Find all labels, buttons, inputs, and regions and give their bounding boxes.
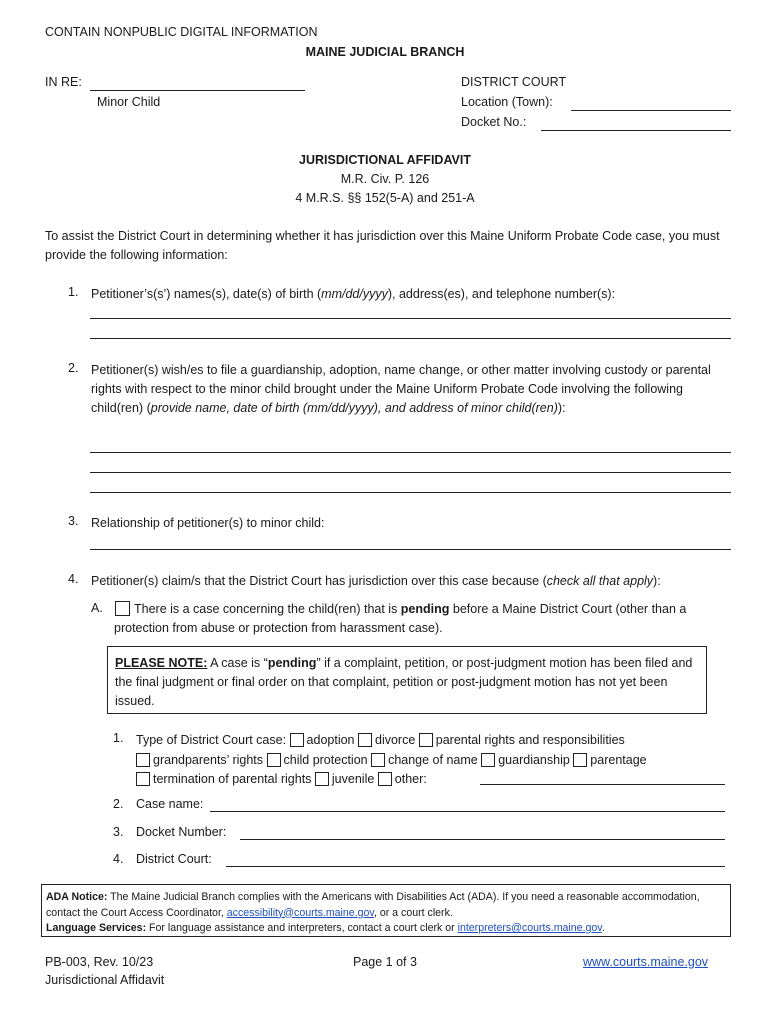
sub-1-number: 1. — [113, 731, 124, 745]
case-type-options — [136, 731, 736, 790]
intro-text: To assist the District Court in determining whether it has jurisdiction over this Maine Uniform Probate Code case, you must provide the following information: — [45, 229, 720, 262]
checkbox-change-of-name[interactable] — [371, 753, 385, 767]
item-1-text: Petitioner’s(s’) names(s), date(s) of birth (mm/dd/yyyy), address(es), and telephone number(s): — [91, 287, 616, 301]
page-number: Page 1 of 3 — [353, 955, 417, 969]
in-re-field[interactable] — [90, 90, 305, 91]
checkbox-grandparents-rights[interactable] — [136, 753, 150, 767]
item-2-line-1[interactable] — [90, 452, 731, 453]
label-other: other: — [394, 772, 427, 786]
in-re-label: IN RE: — [45, 75, 82, 89]
checkbox-adoption[interactable] — [290, 733, 304, 747]
label-parentage: parentage — [590, 752, 647, 767]
label-termination: termination of parental rights — [153, 772, 312, 786]
item-1-line-2[interactable] — [90, 338, 731, 339]
docket-field[interactable] — [541, 130, 731, 131]
checkbox-other[interactable] — [378, 772, 392, 786]
district-court-label: DISTRICT COURT — [461, 75, 567, 89]
checkbox-termination[interactable] — [136, 772, 150, 786]
option-a-letter: A. — [91, 601, 103, 615]
sub-2-number: 2. — [113, 797, 124, 811]
district-court-label-2: District Court: — [136, 852, 212, 866]
item-3-text: Relationship of petitioner(s) to minor child: — [91, 516, 325, 530]
sub-3-number: 3. — [113, 825, 124, 839]
form-name: Jurisdictional Affidavit — [45, 973, 165, 987]
item-2-text: Petitioner(s) wish/es to file a guardianship, adoption, name change, or other matter involving custody or parental rights with respect to the minor child brought under the Maine Uniform Probate Code involving the following child(ren) (provide name, date of birth (mm/dd/yyyy), and address of minor child(ren)): — [91, 363, 711, 415]
interpreters-email-link[interactable]: interpreters@courts.maine.gov — [457, 922, 602, 934]
checkbox-parentage[interactable] — [573, 753, 587, 767]
checkbox-juvenile[interactable] — [315, 772, 329, 786]
case-type-label: Type of District Court case: — [136, 733, 287, 747]
checkbox-guardianship[interactable] — [481, 753, 495, 767]
item-2-line-3[interactable] — [90, 492, 731, 493]
website-link[interactable]: www.courts.maine.gov — [583, 955, 709, 969]
docket-number-field[interactable] — [240, 839, 725, 840]
docket-label: Docket No.: — [461, 115, 527, 129]
accessibility-email-link[interactable]: accessibility@courts.maine.gov — [226, 906, 374, 919]
item-2-number: 2. — [68, 361, 79, 375]
checkbox-parental-rights[interactable] — [419, 733, 433, 747]
label-adoption: adoption — [306, 733, 355, 747]
sub-4-number: 4. — [113, 852, 124, 866]
form-rule: M.R. Civ. P. 126 — [340, 172, 430, 186]
item-3-line[interactable] — [90, 549, 731, 550]
branch-title: MAINE JUDICIAL BRANCH — [305, 45, 465, 59]
label-divorce: divorce — [375, 733, 416, 747]
please-note-box: PLEASE NOTE: A case is “pending” if a complaint, petition, or post-judgment motion has been filed and the final judgment or final order on that complaint, petition or post-judgment motion has not yet been issued. — [107, 646, 707, 714]
item-3-number: 3. — [68, 514, 79, 528]
form-statute: 4 M.R.S. §§ 152(5-A) and 251-A — [295, 191, 475, 205]
ada-notice-box: ADA Notice: The Maine Judicial Branch complies with the Americans with Disabilities Act (ADA). If you need a reasonable accommodation, contact the Court Access Coordinator, accessibility@courts.maine.gov, or a court clerk. Language Services: For language assistance and interpreters, contact a court clerk or interpreters@courts.maine.gov. — [41, 884, 731, 937]
checkbox-child-protection[interactable] — [267, 753, 281, 767]
label-child-protection: child protection — [283, 752, 368, 767]
location-field[interactable] — [571, 110, 731, 111]
form-title: JURISDICTIONAL AFFIDAVIT — [299, 153, 471, 167]
minor-child-label: Minor Child — [97, 95, 161, 109]
label-juvenile: juvenile — [331, 772, 375, 786]
confidential-notice: CONTAIN NONPUBLIC DIGITAL INFORMATION — [45, 25, 318, 39]
item-1-number: 1. — [68, 285, 79, 299]
label-change-of-name: change of name — [388, 752, 478, 767]
item-2-line-2[interactable] — [90, 472, 731, 473]
case-name-field[interactable] — [210, 811, 725, 812]
location-label: Location (Town): — [461, 95, 553, 109]
checkbox-divorce[interactable] — [358, 733, 372, 747]
form-number: PB-003, Rev. 10/23 — [45, 955, 154, 969]
district-court-field[interactable] — [226, 866, 725, 867]
option-a-text: There is a case concerning the child(ren) that is pending before a Maine District Court (other than a protection from abuse or protection from harassment case). — [114, 602, 687, 635]
docket-number-label: Docket Number: — [136, 825, 227, 839]
other-field[interactable] — [480, 784, 725, 785]
case-name-label: Case name: — [136, 797, 204, 811]
item-4-number: 4. — [68, 572, 79, 586]
item-4-text: Petitioner(s) claim/s that the District Court has jurisdiction over this case because (check all that apply): — [91, 574, 661, 588]
item-1-line-1[interactable] — [90, 318, 731, 319]
label-grandparents-rights: grandparents’ rights — [153, 752, 264, 767]
label-guardianship: guardianship — [498, 752, 570, 767]
label-parental-rights: parental rights and responsibilities — [435, 733, 625, 747]
